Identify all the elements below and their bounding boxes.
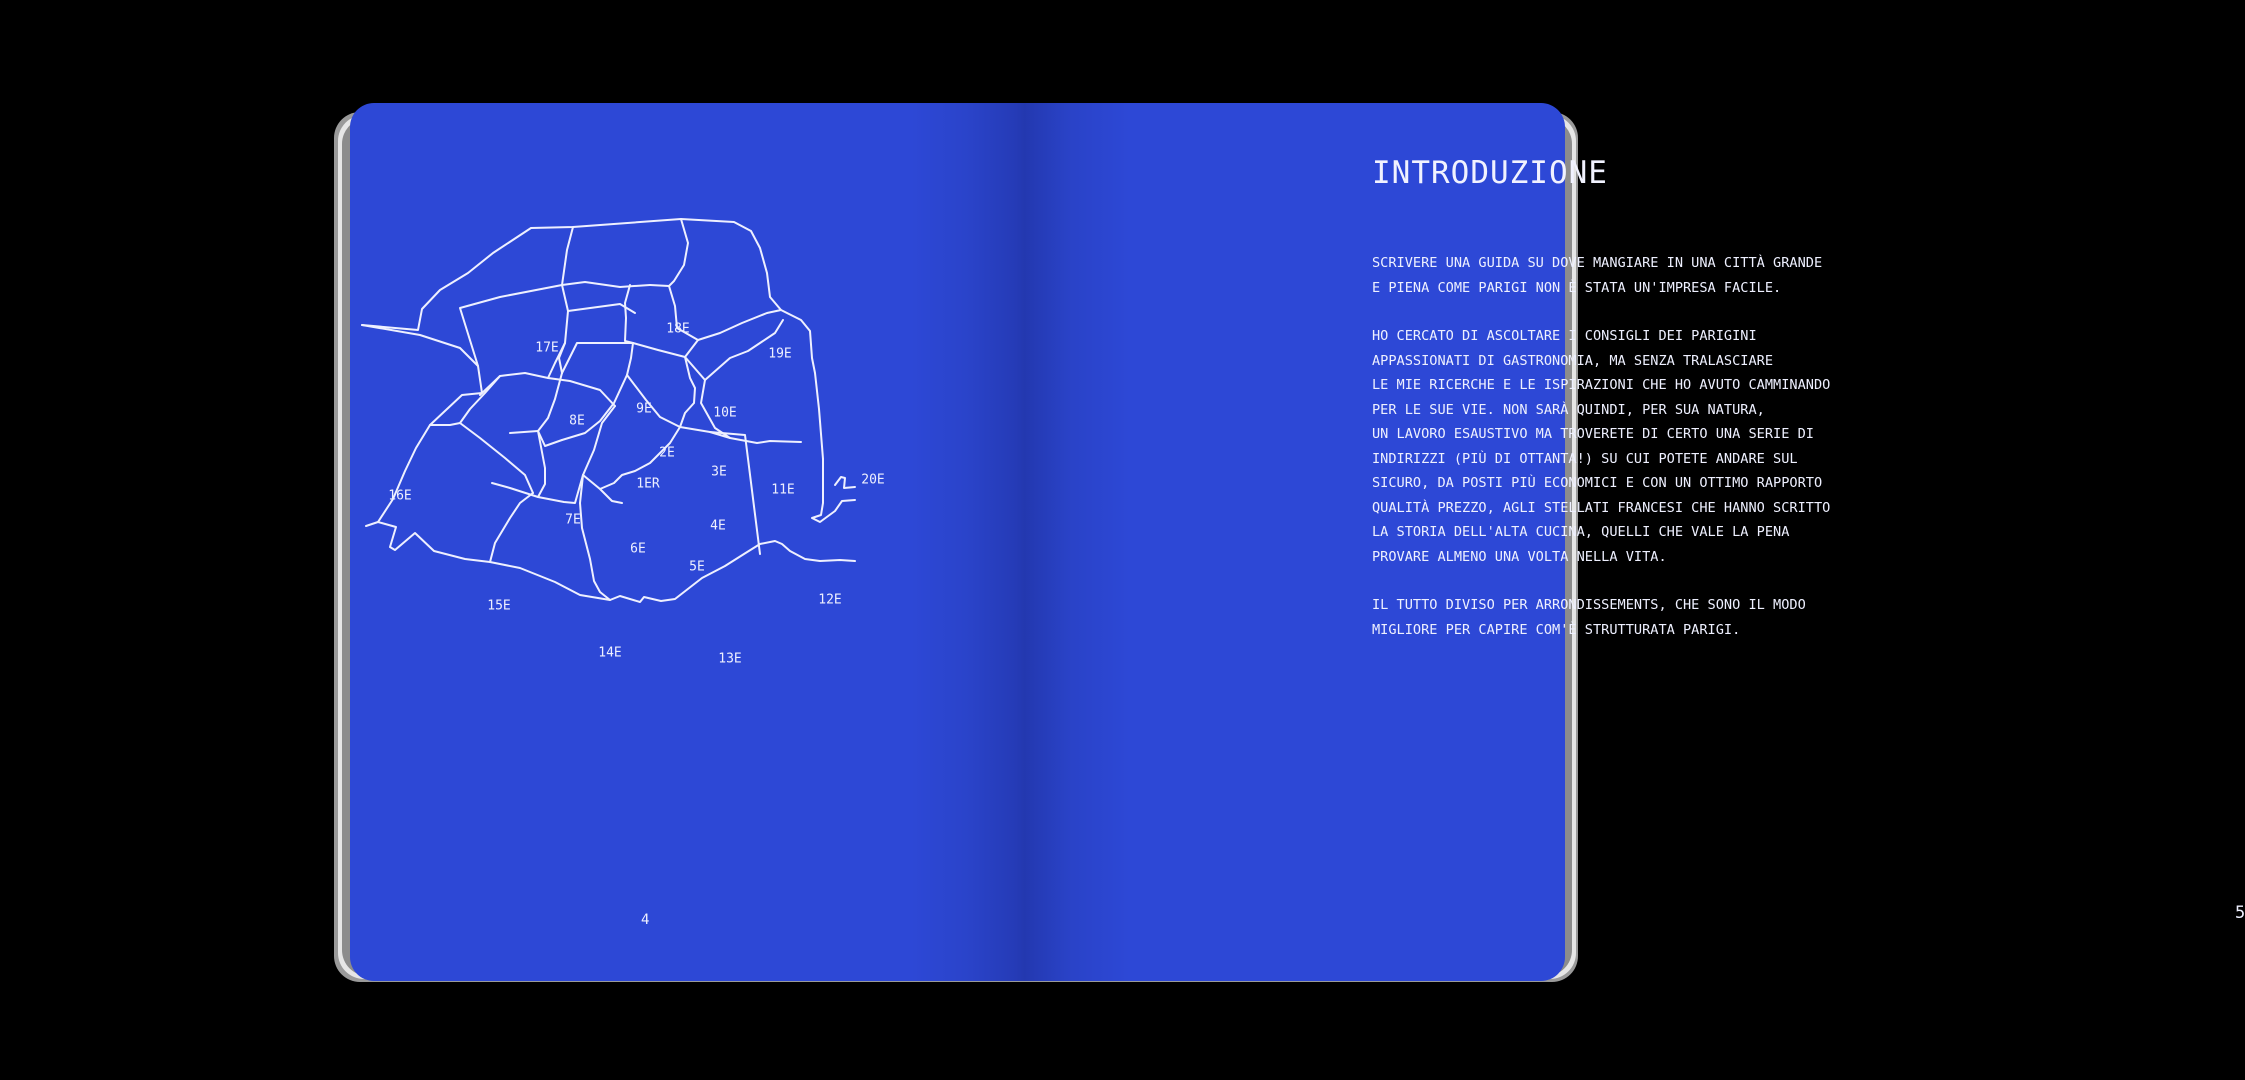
map-label-6e: 6E [630,541,646,557]
map-label-18e: 18E [666,321,690,337]
map-border [650,219,688,286]
map-label-3e: 3E [711,464,727,480]
map-border [680,357,695,427]
map-border [510,431,538,433]
map-border [548,378,615,406]
map-label-16e: 16E [388,488,412,504]
intro-text [1372,251,1892,666]
map-border [562,343,633,375]
paragraph: HO CERCATO DI ASCOLTARE I CONSIGLI DEI PARIGINI APPASSIONATI DI GASTRONOMIA, MA SENZA TRALASCIARE LE MIE RICERCHE E LE ISPIRAZIONI CHE HO AVUTO CAMMINANDO PER LE SUE VIE. NON SARÀ QUINDI, PER SUA NATURA, UN LAVORO ESAUSTIVO MA TROVERETE DI CERTO UNA SERIE DI INDIRIZZI (PIÙ DI OTTANTA!) SU CUI POTETE ANDARE SUL SICURO, DA POSTI PIÙ ECONOMICI E CON UN OTTIMO RAPPORTO QUALITÀ PREZZO, AGLI STELLATI FRANCESI CHE HANNO SCRITTO LA STORIA DELL'ALTA CUCINA, QUELLI CHE VALE LA PENA PROVARE ALMENO UNA VOLTA NELLA VITA. [1372,328,1831,565]
map-boundary [378,522,855,602]
book-spread [350,103,2245,981]
map-border [562,375,627,440]
map-label-1er: 1ER [636,476,660,492]
paris-arrondissements-map [350,103,958,981]
map-label-7e: 7E [565,512,581,528]
map-border [538,431,545,497]
map-border [460,423,533,493]
map-label-2e: 2E [659,445,675,461]
map-boundary [835,477,855,488]
map-border [430,376,500,425]
map-label-10e: 10E [713,405,737,421]
map-border [680,427,760,554]
map-seine [812,459,855,522]
map-label-13e: 13E [718,651,742,667]
map-label-17e: 17E [535,340,559,356]
map-label-9e: 9E [636,401,652,417]
paragraph: SCRIVERE UNA GUIDA SU DOVE MANGIARE IN UNA CITTÀ GRANDE E PIENA COME PARIGI NON È STATA UN'IMPRESA FACILE. [1372,255,1823,296]
map-label-15e: 15E [487,598,511,614]
map-border [492,406,615,503]
paragraph: IL TUTTO DIVISO PER ARRONDISSEMENTS, CHE SONO IL MODO MIGLIORE PER CAPIRE COM'È STRUTTURATA PARIGI. [1372,597,1806,638]
map-label-12e: 12E [818,592,842,608]
page-title: INTRODUZIONE [1372,155,1608,191]
map-label-4e: 4E [710,518,726,534]
page-number-right: 5 [2235,903,2245,923]
map-label-11e: 11E [771,482,795,498]
left-page [350,103,958,981]
map-label-14e: 14E [598,645,622,661]
map-border [625,285,633,343]
map-border [490,493,533,562]
map-label-5e: 5E [689,559,705,575]
right-page [958,103,2245,981]
map-border [562,282,650,287]
map-label-20e: 20E [861,472,885,488]
map-label-8e: 8E [569,413,585,429]
map-border [633,340,698,357]
map-border [538,373,562,446]
map-label-19e: 19E [768,346,792,362]
page-number-left: 4 [641,912,650,928]
map-border [698,310,781,340]
map-border [627,375,680,427]
map-border [600,489,622,503]
